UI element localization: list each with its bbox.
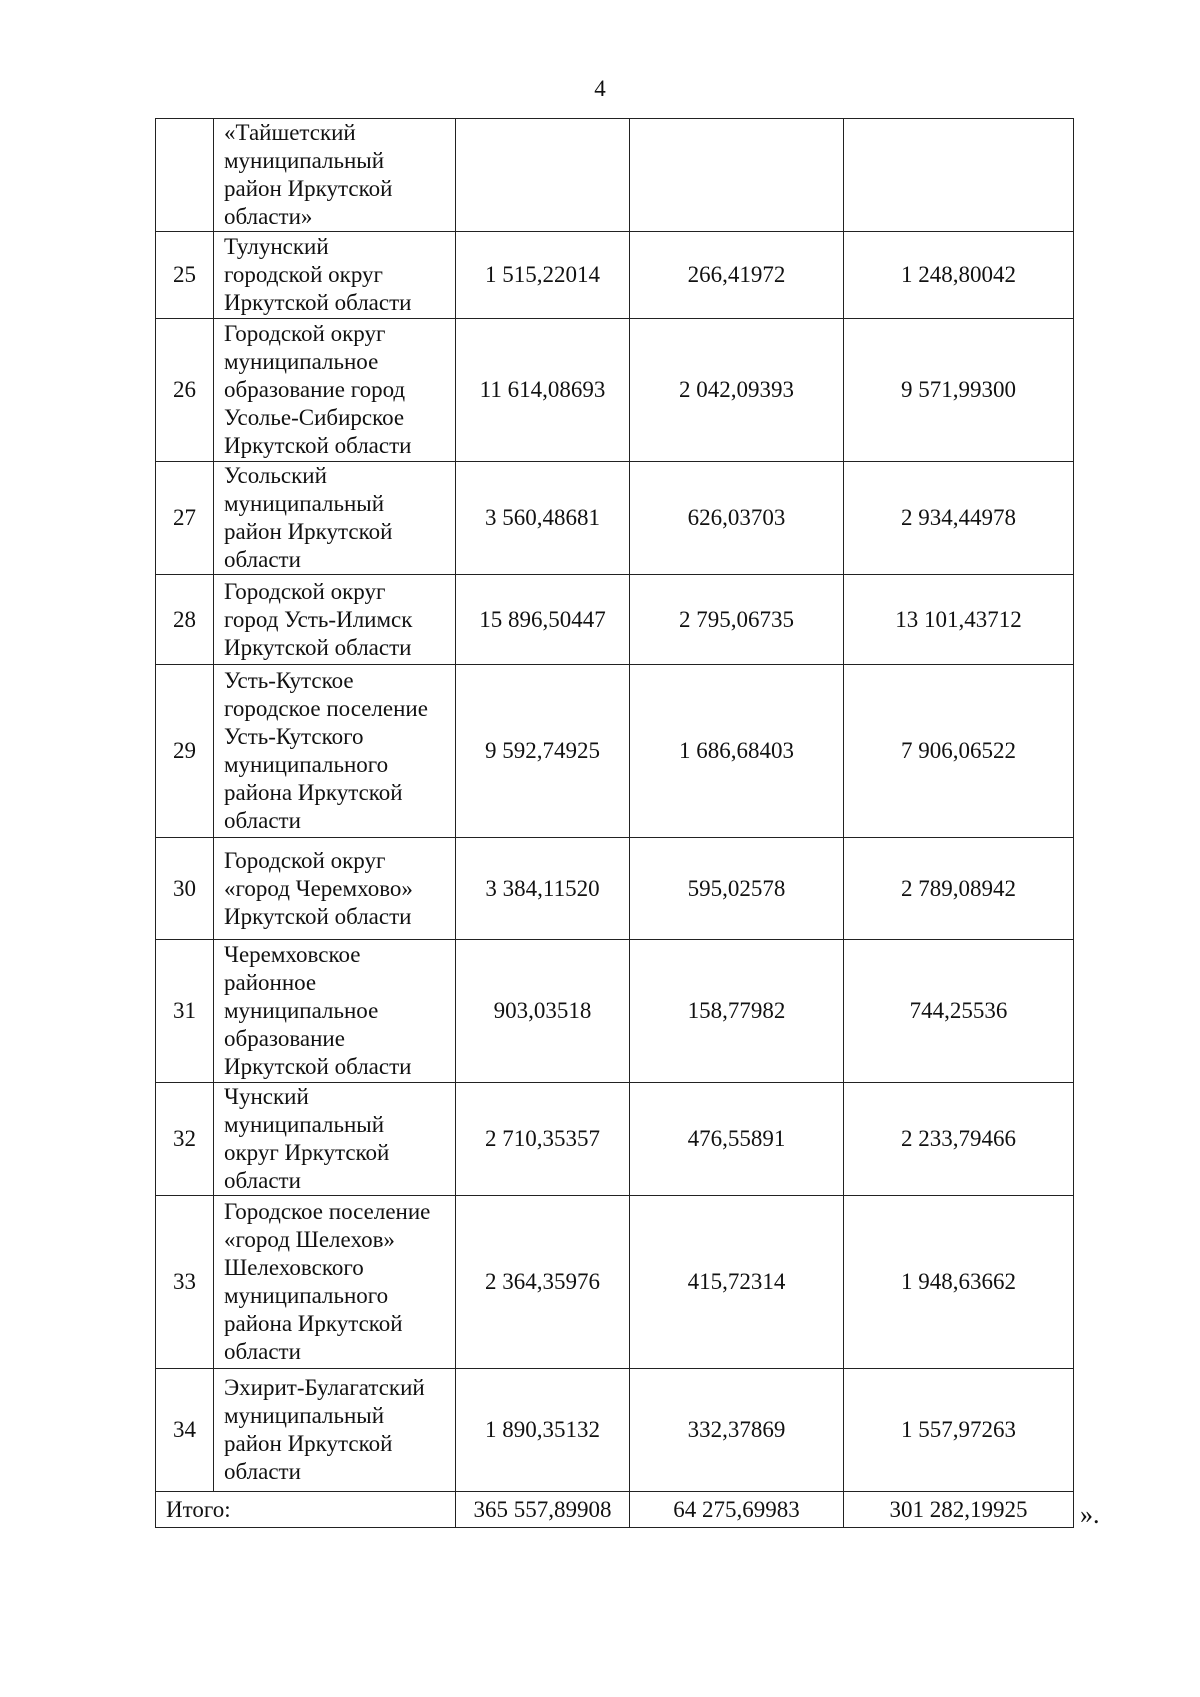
total-amount-cell: 903,03518 <box>456 940 630 1083</box>
municipality-name-line: муниципальный <box>224 148 385 173</box>
column-2-amount-cell: 158,77982 <box>630 940 844 1083</box>
totals-label: Итого: <box>156 1492 456 1528</box>
municipality-name-line: Иркутской области <box>224 433 412 458</box>
municipality-name <box>214 665 456 838</box>
table-row <box>156 319 1074 462</box>
totals-column-2-amount: 64 275,69983 <box>630 1492 844 1528</box>
municipality-name-line: области <box>224 808 301 833</box>
table-row <box>156 940 1074 1083</box>
totals-total-amount: 365 557,89908 <box>456 1492 630 1528</box>
table-row <box>156 838 1074 940</box>
municipality-name-line: района Иркутской <box>224 780 403 805</box>
municipality-name <box>214 119 456 232</box>
column-3-amount-cell: 1 557,97263 <box>844 1369 1074 1492</box>
table-body <box>156 119 1074 1528</box>
table-row <box>156 1083 1074 1196</box>
total-amount-cell: 1 515,22014 <box>456 232 630 319</box>
municipality-name-line: области <box>224 1459 301 1484</box>
municipality-name-line: области <box>224 1168 301 1193</box>
municipality-name-line: городской округ <box>224 262 383 287</box>
total-amount-cell: 3 384,11520 <box>456 838 630 940</box>
column-3-amount-cell: 2 934,44978 <box>844 462 1074 575</box>
municipality-name-line: округ Иркутской <box>224 1140 390 1165</box>
municipality-name-line: муниципальный <box>224 1403 385 1428</box>
municipality-name-line: Иркутской области <box>224 903 412 929</box>
total-amount-cell: 2 710,35357 <box>456 1083 630 1196</box>
column-3-amount-cell: 7 906,06522 <box>844 665 1074 838</box>
row-number: 32 <box>156 1083 214 1196</box>
row-number: 30 <box>156 838 214 940</box>
municipality-name-line: Городское поселение <box>224 1199 431 1224</box>
municipality-name-line: «город Черемхово» <box>224 875 413 901</box>
column-3-amount-cell: 13 101,43712 <box>844 575 1074 665</box>
municipality-name-line: муниципального <box>224 1283 389 1308</box>
row-number: 33 <box>156 1196 214 1369</box>
municipality-name-line: района Иркутской <box>224 1311 403 1336</box>
total-amount-cell: 15 896,50447 <box>456 575 630 665</box>
column-3-amount-cell: 9 571,99300 <box>844 319 1074 462</box>
column-3-amount-cell: 744,25536 <box>844 940 1074 1083</box>
table-row <box>156 1196 1074 1369</box>
page-number: 4 <box>594 76 606 101</box>
municipality-name <box>214 232 456 319</box>
row-number: 26 <box>156 319 214 462</box>
municipality-name-line: городское поселение <box>224 696 428 721</box>
municipality-name-line: муниципальный <box>224 491 385 516</box>
column-3-amount-cell <box>844 119 1074 232</box>
municipality-name-line: Городской округ <box>224 847 386 873</box>
municipality-name-line: образование <box>224 1026 345 1051</box>
column-2-amount-cell: 595,02578 <box>630 838 844 940</box>
municipality-name-line: Усольский <box>224 463 327 488</box>
row-number: 28 <box>156 575 214 665</box>
total-amount-cell: 11 614,08693 <box>456 319 630 462</box>
municipality-name <box>214 1196 456 1369</box>
row-number: 31 <box>156 940 214 1083</box>
municipality-name <box>214 940 456 1083</box>
total-amount-cell: 3 560,48681 <box>456 462 630 575</box>
total-amount-cell <box>456 119 630 232</box>
municipality-name <box>214 1083 456 1196</box>
table-row <box>156 575 1074 665</box>
column-2-amount-cell: 2 042,09393 <box>630 319 844 462</box>
municipality-name-line: «город Шелехов» <box>224 1227 395 1252</box>
municipality-name-line: район Иркутской <box>224 1431 393 1456</box>
column-2-amount-cell: 626,03703 <box>630 462 844 575</box>
municipality-name <box>214 838 456 940</box>
table-row <box>156 665 1074 838</box>
municipality-name-line: Иркутской области <box>224 290 412 315</box>
table-row <box>156 119 1074 232</box>
column-2-amount-cell: 476,55891 <box>630 1083 844 1196</box>
municipality-name-line: районное <box>224 970 317 995</box>
municipality-name <box>214 575 456 665</box>
municipality-name-line: муниципальное <box>224 349 379 374</box>
municipality-name-line: Чунский <box>224 1084 309 1109</box>
row-number: 34 <box>156 1369 214 1492</box>
municipality-name-line: Тулунский <box>224 234 329 259</box>
municipality-name-line: образование город <box>224 377 406 402</box>
totals-column-3-amount: 301 282,19925 <box>844 1492 1074 1528</box>
row-number: 29 <box>156 665 214 838</box>
closing-quote-mark: ». <box>1080 1500 1100 1529</box>
municipality-name-line: области» <box>224 204 313 229</box>
column-2-amount-cell: 1 686,68403 <box>630 665 844 838</box>
total-amount-cell: 9 592,74925 <box>456 665 630 838</box>
municipality-name-line: Иркутской области <box>224 1054 412 1079</box>
municipality-name-line: муниципального <box>224 752 389 777</box>
totals-row <box>156 1492 1074 1528</box>
column-3-amount-cell: 2 789,08942 <box>844 838 1074 940</box>
municipality-name-line: «Тайшетский <box>224 120 356 145</box>
municipality-name-line: области <box>224 547 301 572</box>
municipality-name-line: Эхирит-Булагатский <box>224 1375 425 1400</box>
municipality-name-line: Городской округ <box>224 578 386 604</box>
column-2-amount-cell: 266,41972 <box>630 232 844 319</box>
municipality-name <box>214 319 456 462</box>
distribution-table <box>155 118 1074 1528</box>
municipality-name-line: город Усть-Илимск <box>224 606 413 632</box>
municipality-name-line: муниципальный <box>224 1112 385 1137</box>
table-row <box>156 232 1074 319</box>
municipality-name-line: район Иркутской <box>224 519 393 544</box>
column-3-amount-cell: 1 948,63662 <box>844 1196 1074 1369</box>
table-row <box>156 462 1074 575</box>
municipality-name-line: Усть-Кутское <box>224 668 354 693</box>
municipality-name-line: Усолье-Сибирское <box>224 405 405 430</box>
municipality-name <box>214 1369 456 1492</box>
municipality-name-line: Иркутской области <box>224 634 412 660</box>
total-amount-cell: 1 890,35132 <box>456 1369 630 1492</box>
municipality-name-line: район Иркутской <box>224 176 393 201</box>
municipality-name-line: Городской округ <box>224 321 386 346</box>
municipality-name <box>214 462 456 575</box>
column-2-amount-cell: 2 795,06735 <box>630 575 844 665</box>
column-3-amount-cell: 1 248,80042 <box>844 232 1074 319</box>
total-amount-cell: 2 364,35976 <box>456 1196 630 1369</box>
municipality-name-line: области <box>224 1339 301 1364</box>
table-row <box>156 1369 1074 1492</box>
row-number: 27 <box>156 462 214 575</box>
municipality-name-line: Усть-Кутского <box>224 724 364 749</box>
column-2-amount-cell <box>630 119 844 232</box>
column-2-amount-cell: 415,72314 <box>630 1196 844 1369</box>
row-number <box>156 119 214 232</box>
row-number: 25 <box>156 232 214 319</box>
municipality-name-line: муниципальное <box>224 998 379 1023</box>
municipality-name-line: Шелеховского <box>224 1255 364 1280</box>
municipality-name-line: Черемховское <box>224 942 361 967</box>
column-2-amount-cell: 332,37869 <box>630 1369 844 1492</box>
column-3-amount-cell: 2 233,79466 <box>844 1083 1074 1196</box>
